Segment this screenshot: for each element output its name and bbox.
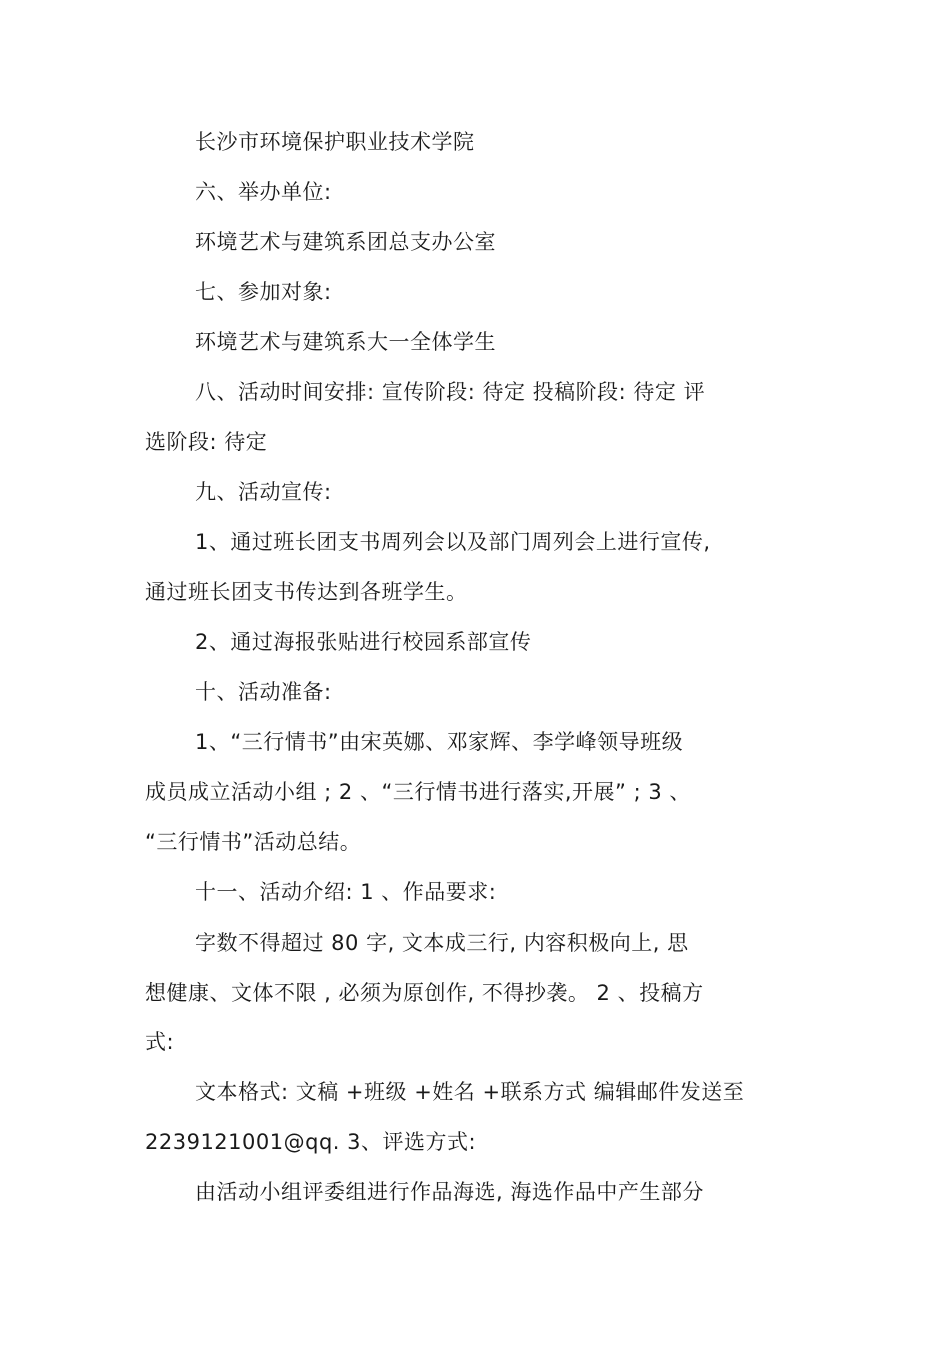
host-unit: 环境艺术与建筑系团总支办公室: [195, 230, 496, 254]
submission-format: 文本格式: 文稿 +班级 +姓名 +联系方式 编辑邮件发送至: [195, 1080, 745, 1104]
preparation-item-1: 1、“三行情书”由宋英娜、邓家辉、李学峰领导班级: [195, 730, 684, 754]
preparation-item-1-cont2: “三行情书”活动总结。: [145, 830, 362, 854]
submission-email: 2239121001@qq. 3、评选方式:: [145, 1130, 477, 1154]
publicity-item-2: 2、通过海报张贴进行校园系部宣传: [195, 630, 532, 654]
publicity-item-1-cont: 通过班长团支书传达到各班学生。: [145, 580, 468, 604]
heading-publicity: 九、活动宣传:: [195, 480, 332, 504]
schedule-line-1: 八、活动时间安排: 宣传阶段: 待定 投稿阶段: 待定 评: [195, 380, 706, 404]
selection-method: 由活动小组评委组进行作品海选, 海选作品中产生部分: [195, 1180, 704, 1204]
organizer-school: 长沙市环境保护职业技术学院: [195, 130, 475, 154]
heading-introduction: 十一、活动介绍: 1 、作品要求:: [195, 880, 497, 904]
requirements-line-1: 字数不得超过 80 字, 文本成三行, 内容积极向上, 思: [195, 931, 689, 955]
heading-preparation: 十、活动准备:: [195, 680, 332, 704]
requirements-line-3: 式:: [145, 1030, 175, 1054]
publicity-item-1: 1、通过班长团支书周列会以及部门周列会上进行宣传,: [195, 530, 711, 554]
participants: 环境艺术与建筑系大一全体学生: [195, 330, 496, 354]
heading-participants: 七、参加对象:: [195, 280, 332, 304]
heading-host-unit: 六、举办单位:: [195, 180, 332, 204]
schedule-line-2: 选阶段: 待定: [145, 430, 268, 454]
preparation-item-1-cont: 成员成立活动小组 ; 2 、“三行情书进行落实,开展” ; 3 、: [145, 780, 691, 804]
requirements-line-2: 想健康、文体不限 , 必须为原创作, 不得抄袭。 2 、投稿方: [145, 981, 704, 1005]
